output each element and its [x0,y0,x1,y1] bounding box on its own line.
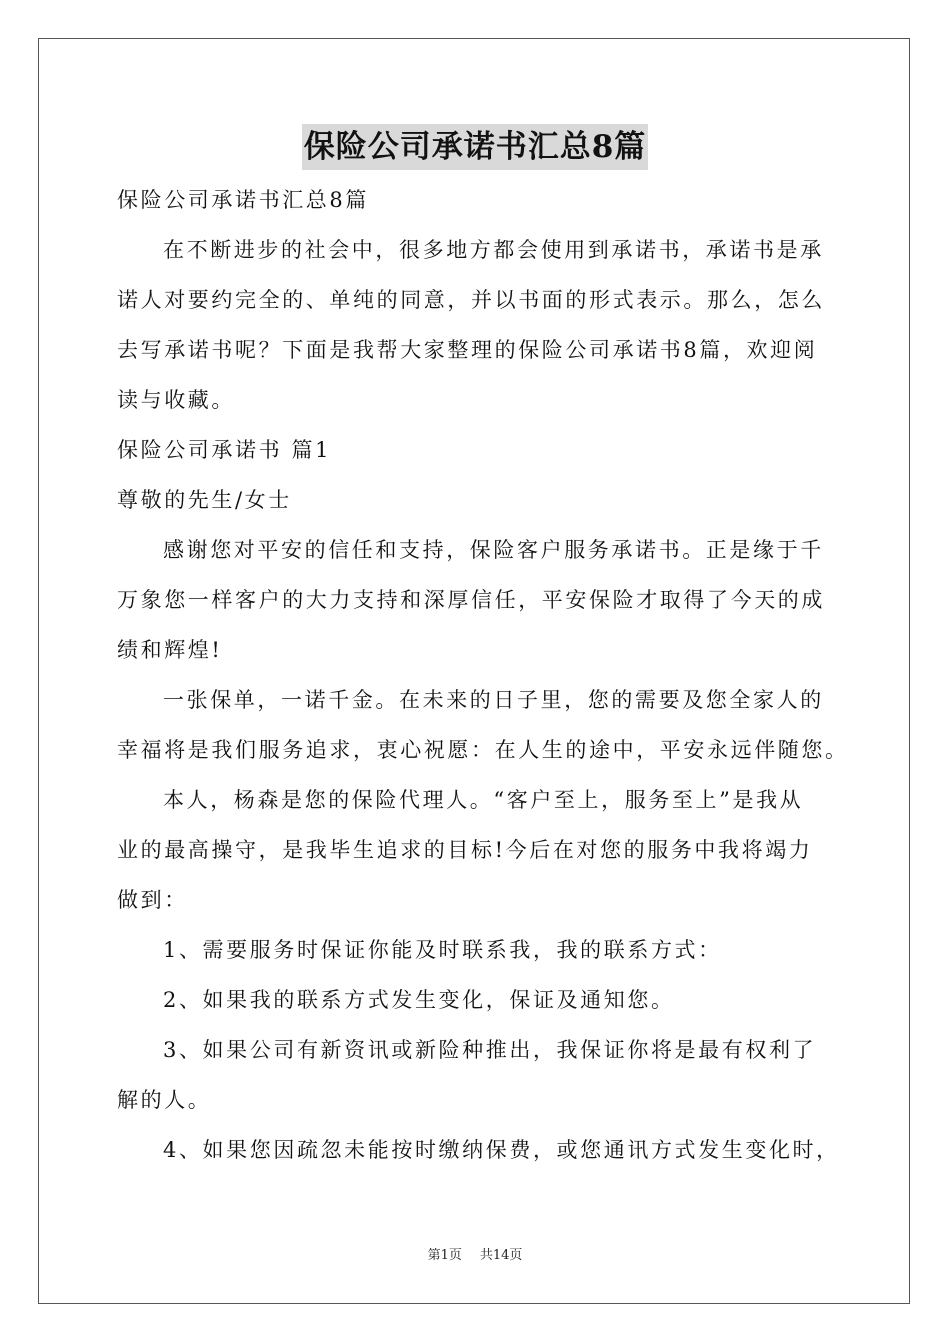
text-line: 感谢您对平安的信任和支持，保险客户服务承诺书。正是缘于千 [163,538,824,562]
text-line: 幸福将是我们服务追求，衷心祝愿：在人生的途中，平安永远伴随您。 [117,738,849,762]
document-body [117,175,849,1175]
text-line: 尊敬的先生/女士 [117,488,292,512]
text-line: 做到： [117,888,188,912]
text-line: 1、需要服务时保证你能及时联系我，我的联系方式： [163,938,722,962]
text-line: 本人，杨森是您的保险代理人。“客户至上，服务至上”是我从 [163,788,804,812]
text-line: 3、如果公司有新资讯或新险种推出，我保证你将是最有权利了 [163,1038,817,1062]
text-line: 万象您一样客户的大力支持和深厚信任，平安保险才取得了今天的成 [117,588,825,612]
document-title: 保险公司承诺书汇总8篇 [302,124,649,170]
text-line: 2、如果我的联系方式发生变化，保证及通知您。 [163,988,675,1012]
text-line: 解的人。 [117,1088,212,1112]
text-line: 业的最高操守，是我毕生追求的目标!今后在对您的服务中我将竭力 [117,838,813,862]
text-line: 保险公司承诺书汇总8篇 [117,188,369,212]
text-line: 绩和辉煌! [117,638,223,662]
page-number: 第1页 [427,1248,462,1263]
text-line: 一张保单，一诺千金。在未来的日子里，您的需要及您全家人的 [163,688,824,712]
text-line: 4、如果您因疏忽未能按时缴纳保费，或您通讯方式发生变化时， [163,1138,840,1162]
page-footer [0,1244,950,1263]
text-line: 去写承诺书呢？下面是我帮大家整理的保险公司承诺书8篇，欢迎阅 [117,338,818,362]
title-container [0,124,950,170]
text-line: 保险公司承诺书 篇1 [117,438,332,462]
text-line: 在不断进步的社会中，很多地方都会使用到承诺书，承诺书是承 [163,238,824,262]
text-line: 读与收藏。 [117,388,235,412]
text-line: 诺人对要约完全的、单纯的同意，并以书面的形式表示。那么，怎么 [117,288,825,312]
page-total: 共14页 [479,1248,523,1263]
